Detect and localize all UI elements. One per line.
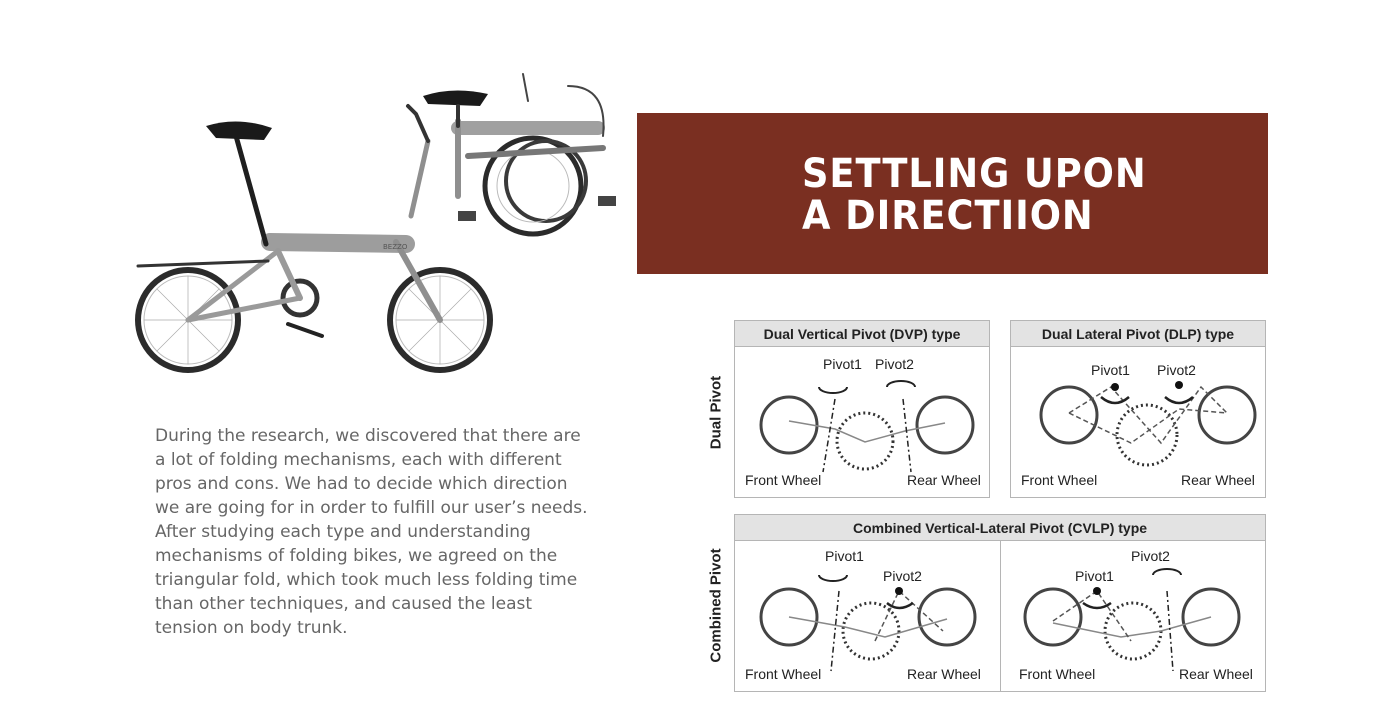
dvp-drawing [735, 347, 989, 497]
combined-pivot-label: Combined Pivot [707, 548, 725, 663]
cvlp-left-pivot2-label: Pivot2 [883, 568, 922, 584]
body-text [155, 424, 595, 640]
cvlp-right-drawing [1001, 541, 1265, 691]
dlp-header: Dual Lateral Pivot (DLP) type [1011, 321, 1265, 347]
cvlp-left-pivot1-label: Pivot1 [825, 548, 864, 564]
folding-bike-photo [128, 66, 628, 382]
dlp-front-wheel-label: Front Wheel [1021, 472, 1098, 488]
dlp-drawing [1011, 347, 1265, 497]
cvlp-left-rear-wheel-label: Rear Wheel [907, 666, 981, 682]
cvlp-left-drawing [735, 541, 999, 691]
folded-bike-illustration [423, 74, 616, 234]
body-paragraph-2: After studying each type and understanding mechanisms of folding bikes, we agreed on the triangular fold, which took much less folding time than other techniques, and caused the least tension on body trunk. [155, 522, 578, 638]
body-paragraph-1: During the research, we discovered that there are a lot of folding mechanisms, each with different pros and cons. We had to decide which direction we are going for in order to fulfill our user’s needs. [155, 426, 588, 518]
cvlp-diagram [734, 514, 1266, 692]
dlp-pivot2-label: Pivot2 [1157, 362, 1196, 378]
dvp-header: Dual Vertical Pivot (DVP) type [735, 321, 989, 347]
cvlp-right-pivot2-label: Pivot2 [1131, 548, 1170, 564]
title-line-2: A DIRECTIION [802, 193, 1094, 239]
cvlp-left-front-wheel-label: Front Wheel [745, 666, 822, 682]
title-line-1: SETTLING UPON [802, 151, 1147, 197]
dlp-rear-wheel-label: Rear Wheel [1181, 472, 1255, 488]
dvp-diagram [734, 320, 990, 498]
cvlp-right-front-wheel-label: Front Wheel [1019, 666, 1096, 682]
unfolded-bike-illustration [138, 106, 490, 370]
cvlp-right-pivot1-label: Pivot1 [1075, 568, 1114, 584]
cvlp-right-rear-wheel-label: Rear Wheel [1179, 666, 1253, 682]
dual-pivot-label: Dual Pivot [707, 375, 725, 450]
dvp-pivot1-label: Pivot1 [823, 356, 862, 372]
title-banner [637, 113, 1268, 274]
bike-frame-text: BEZZO [383, 243, 408, 251]
dvp-front-wheel-label: Front Wheel [745, 472, 822, 488]
cvlp-header: Combined Vertical-Lateral Pivot (CVLP) type [735, 515, 1265, 541]
dlp-diagram [1010, 320, 1266, 498]
dvp-pivot2-label: Pivot2 [875, 356, 914, 372]
dlp-pivot1-label: Pivot1 [1091, 362, 1130, 378]
dvp-rear-wheel-label: Rear Wheel [907, 472, 981, 488]
